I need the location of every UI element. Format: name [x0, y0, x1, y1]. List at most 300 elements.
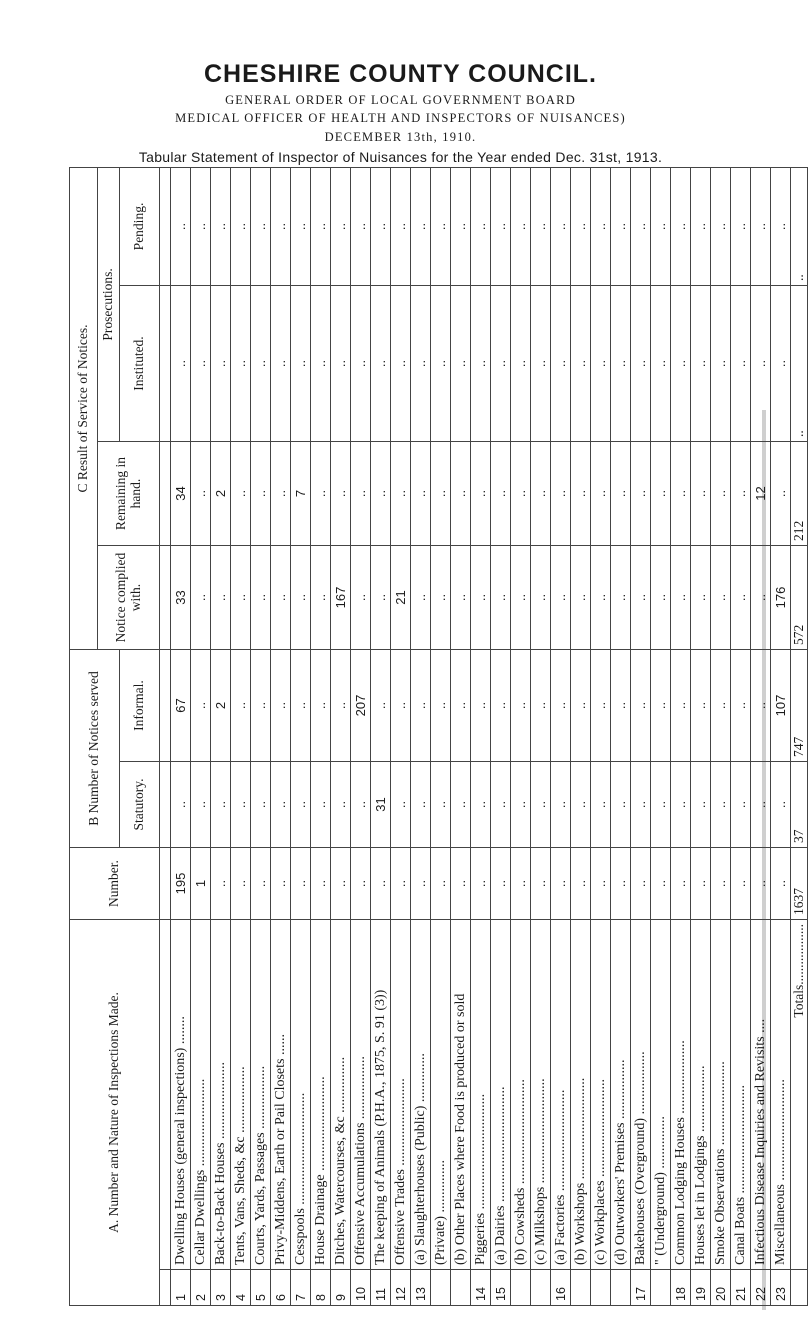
totals-number: 1637 — [791, 848, 808, 920]
table-row — [771, 167, 791, 1305]
row-count: .. — [491, 848, 511, 920]
table-row — [471, 167, 491, 1305]
row-statutory: .. — [251, 762, 271, 848]
row-count: .. — [651, 848, 671, 920]
table-row — [611, 167, 631, 1305]
row-informal: .. — [551, 650, 571, 762]
row-remaining: .. — [711, 442, 731, 546]
row-description: The keeping of Animals (P.H.A., 1875, S. 91 (3)) — [371, 920, 391, 1270]
row-count: .. — [371, 848, 391, 920]
row-statutory: .. — [511, 762, 531, 848]
row-description: " (Underground) ............... — [651, 920, 671, 1270]
row-instituted: .. — [771, 286, 791, 442]
row-remaining: .. — [571, 442, 591, 546]
row-number: 9 — [331, 1270, 351, 1306]
row-complied: .. — [591, 546, 611, 650]
row-pending: .. — [271, 167, 291, 285]
inspection-table — [69, 167, 808, 1306]
row-number — [571, 1270, 591, 1306]
row-remaining: .. — [771, 442, 791, 546]
row-statutory: .. — [471, 762, 491, 848]
subtitle-line-2: MEDICAL OFFICER OF HEALTH AND INSPECTORS OF NUISANCES) — [175, 111, 626, 125]
row-number — [611, 1270, 631, 1306]
row-instituted: .. — [491, 286, 511, 442]
row-complied: .. — [671, 546, 691, 650]
header-group-b: B Number of Notices served — [70, 650, 120, 848]
row-statutory: .. — [231, 762, 251, 848]
row-number: 15 — [491, 1270, 511, 1306]
row-remaining: .. — [311, 442, 331, 546]
row-instituted: .. — [431, 286, 451, 442]
row-pending: .. — [491, 167, 511, 285]
header-prosecutions: Prosecutions. — [98, 167, 120, 441]
row-statutory: .. — [591, 762, 611, 848]
row-count: .. — [211, 848, 231, 920]
row-informal: .. — [371, 650, 391, 762]
row-informal: .. — [691, 650, 711, 762]
row-statutory: .. — [631, 762, 651, 848]
row-instituted: .. — [211, 286, 231, 442]
rotated-table-container — [69, 168, 806, 1306]
row-complied: .. — [191, 546, 211, 650]
row-count: .. — [711, 848, 731, 920]
totals-complied: 572 — [791, 546, 808, 650]
row-informal: .. — [491, 650, 511, 762]
row-remaining: .. — [411, 442, 431, 546]
row-description: (b) Workshops ............................. — [571, 920, 591, 1270]
totals-instituted: .. — [791, 286, 808, 442]
row-complied: .. — [251, 546, 271, 650]
row-remaining: .. — [491, 442, 511, 546]
row-description: Cellar Dwellings ......................... — [191, 920, 211, 1270]
row-instituted: .. — [391, 286, 411, 442]
row-number: 11 — [371, 1270, 391, 1306]
row-pending: .. — [691, 167, 711, 285]
row-count: .. — [331, 848, 351, 920]
row-number: 8 — [311, 1270, 331, 1306]
table-row — [691, 167, 711, 1305]
row-remaining: 34 — [171, 442, 191, 546]
row-count: .. — [771, 848, 791, 920]
row-informal: .. — [331, 650, 351, 762]
row-remaining: .. — [351, 442, 371, 546]
row-pending: .. — [651, 167, 671, 285]
row-statutory: .. — [671, 762, 691, 848]
header-complied: Notice complied with. — [98, 546, 160, 650]
header-informal: Informal. — [120, 650, 160, 762]
row-pending: .. — [351, 167, 371, 285]
row-remaining: .. — [631, 442, 651, 546]
row-remaining: .. — [451, 442, 471, 546]
row-instituted: .. — [351, 286, 371, 442]
row-remaining: .. — [671, 442, 691, 546]
table-row — [271, 167, 291, 1305]
row-number: 13 — [411, 1270, 431, 1306]
row-number: 1 — [171, 1270, 191, 1306]
header-number: Number. — [70, 848, 160, 920]
row-complied: 21 — [391, 546, 411, 650]
row-count: .. — [291, 848, 311, 920]
row-informal: .. — [231, 650, 251, 762]
header-statutory: Statutory. — [120, 762, 160, 848]
row-informal: .. — [191, 650, 211, 762]
row-count: 195 — [171, 848, 191, 920]
row-count: .. — [731, 848, 751, 920]
row-informal: .. — [411, 650, 431, 762]
row-count: .. — [231, 848, 251, 920]
row-statutory: .. — [271, 762, 291, 848]
totals-num — [791, 1270, 808, 1306]
row-pending: .. — [231, 167, 251, 285]
row-description: (d) Outworkers' Premises ................. — [611, 920, 631, 1270]
row-count: .. — [411, 848, 431, 920]
row-statutory: .. — [351, 762, 371, 848]
row-description: Offensive Accumulations .................. — [351, 920, 371, 1270]
table-row — [631, 167, 651, 1305]
row-remaining: .. — [691, 442, 711, 546]
table-row — [731, 167, 751, 1305]
page-title: CHESHIRE COUNTY COUNCIL. — [203, 60, 597, 88]
table-row — [351, 167, 371, 1305]
row-instituted: .. — [551, 286, 571, 442]
row-remaining: .. — [391, 442, 411, 546]
row-statutory: .. — [751, 762, 771, 848]
row-number: 14 — [471, 1270, 491, 1306]
row-count: .. — [611, 848, 631, 920]
row-description: Houses let in Lodgings ................... — [691, 920, 711, 1270]
row-instituted: .. — [331, 286, 351, 442]
row-informal: .. — [471, 650, 491, 762]
row-count: .. — [511, 848, 531, 920]
row-number — [531, 1270, 551, 1306]
totals-row — [791, 167, 808, 1305]
row-instituted: .. — [691, 286, 711, 442]
subtitle-date: DECEMBER 13th, 1910. — [324, 130, 477, 144]
table-body — [160, 167, 791, 1305]
table-row — [591, 167, 611, 1305]
row-number — [451, 1270, 471, 1306]
row-instituted: .. — [411, 286, 431, 442]
row-description: (a) Slaughterhouses (Public) .............. — [411, 920, 431, 1270]
row-complied: .. — [351, 546, 371, 650]
row-complied: .. — [491, 546, 511, 650]
table-row — [171, 167, 191, 1305]
totals-informal: 747 — [791, 650, 808, 762]
row-informal: .. — [571, 650, 591, 762]
row-pending: .. — [311, 167, 331, 285]
row-count: .. — [591, 848, 611, 920]
row-complied: .. — [311, 546, 331, 650]
row-count: .. — [431, 848, 451, 920]
row-number: 16 — [551, 1270, 571, 1306]
row-count: .. — [751, 848, 771, 920]
row-complied: .. — [471, 546, 491, 650]
row-remaining: .. — [591, 442, 611, 546]
row-statutory: .. — [451, 762, 471, 848]
row-description: (a) Factories ............................. — [551, 920, 571, 1270]
row-complied: .. — [371, 546, 391, 650]
row-complied: 167 — [331, 546, 351, 650]
row-description: Piggeries ................................. — [471, 920, 491, 1270]
row-number: 7 — [291, 1270, 311, 1306]
row-pending: .. — [611, 167, 631, 285]
row-count: .. — [451, 848, 471, 920]
row-remaining: .. — [651, 442, 671, 546]
row-number: 18 — [671, 1270, 691, 1306]
header-pending: Pending. — [120, 167, 160, 285]
row-complied: 176 — [771, 546, 791, 650]
row-statutory: .. — [311, 762, 331, 848]
table-row — [211, 167, 231, 1305]
row-statutory: .. — [651, 762, 671, 848]
row-complied: .. — [511, 546, 531, 650]
row-remaining: .. — [531, 442, 551, 546]
table-row — [311, 167, 331, 1305]
row-instituted: .. — [311, 286, 331, 442]
totals-remaining: 212 — [791, 442, 808, 546]
row-pending: .. — [371, 167, 391, 285]
row-number — [591, 1270, 611, 1306]
row-number — [651, 1270, 671, 1306]
row-count: .. — [691, 848, 711, 920]
row-pending: .. — [711, 167, 731, 285]
row-description: (b) Cowsheds .............................. — [511, 920, 531, 1270]
row-description: Back-to-Back Houses ...................... — [211, 920, 231, 1270]
row-complied: .. — [271, 546, 291, 650]
row-informal: 2 — [211, 650, 231, 762]
row-informal: .. — [651, 650, 671, 762]
row-complied: .. — [211, 546, 231, 650]
row-instituted: .. — [251, 286, 271, 442]
row-informal: 207 — [351, 650, 371, 762]
row-informal: .. — [611, 650, 631, 762]
row-number: 2 — [191, 1270, 211, 1306]
row-statutory: .. — [691, 762, 711, 848]
row-description: (c) Milkshops .............................. — [531, 920, 551, 1270]
row-statutory: .. — [331, 762, 351, 848]
row-number: 6 — [271, 1270, 291, 1306]
row-description: Bakehouses (Overground) .................. — [631, 920, 651, 1270]
row-statutory: .. — [611, 762, 631, 848]
row-count: .. — [571, 848, 591, 920]
totals-pending: .. — [791, 167, 808, 285]
row-statutory: .. — [491, 762, 511, 848]
row-pending: .. — [591, 167, 611, 285]
row-description: Offensive Trades ......................... — [391, 920, 411, 1270]
row-count: .. — [471, 848, 491, 920]
table-row — [391, 167, 411, 1305]
row-number: 21 — [731, 1270, 751, 1306]
row-instituted: .. — [711, 286, 731, 442]
row-instituted: .. — [471, 286, 491, 442]
row-instituted: .. — [531, 286, 551, 442]
row-instituted: .. — [511, 286, 531, 442]
row-remaining: .. — [551, 442, 571, 546]
row-statutory: .. — [411, 762, 431, 848]
row-count: .. — [271, 848, 291, 920]
row-remaining: .. — [271, 442, 291, 546]
row-complied: .. — [711, 546, 731, 650]
table-row — [671, 167, 691, 1305]
row-complied: .. — [611, 546, 631, 650]
row-description: Miscellaneous ............................. — [771, 920, 791, 1270]
row-remaining: 7 — [291, 442, 311, 546]
row-description: House Drainage ........................... — [311, 920, 331, 1270]
row-informal: .. — [311, 650, 331, 762]
row-complied: .. — [291, 546, 311, 650]
table-row — [371, 167, 391, 1305]
row-informal: .. — [511, 650, 531, 762]
row-statutory: .. — [191, 762, 211, 848]
row-informal: .. — [291, 650, 311, 762]
row-pending: .. — [211, 167, 231, 285]
row-instituted: .. — [651, 286, 671, 442]
row-count: .. — [631, 848, 651, 920]
row-pending: .. — [391, 167, 411, 285]
row-informal: 67 — [171, 650, 191, 762]
row-number: 17 — [631, 1270, 651, 1306]
row-informal: .. — [451, 650, 471, 762]
header-group-a: A. Number and Nature of Inspections Made. — [70, 920, 160, 1306]
row-pending: .. — [551, 167, 571, 285]
row-complied: .. — [691, 546, 711, 650]
row-description: Ditches, Watercourses, &c ................ — [331, 920, 351, 1270]
row-complied: .. — [651, 546, 671, 650]
row-complied: .. — [631, 546, 651, 650]
row-informal: 107 — [771, 650, 791, 762]
row-description: Tents, Vans, Sheds, &c ................... — [231, 920, 251, 1270]
row-remaining: .. — [371, 442, 391, 546]
row-complied: .. — [551, 546, 571, 650]
row-remaining: .. — [511, 442, 531, 546]
row-complied: .. — [451, 546, 471, 650]
table-row — [491, 167, 511, 1305]
row-number — [511, 1270, 531, 1306]
row-pending: .. — [531, 167, 551, 285]
row-statutory: .. — [771, 762, 791, 848]
table-row — [571, 167, 591, 1305]
table-row — [331, 167, 351, 1305]
row-complied: .. — [531, 546, 551, 650]
row-complied: 33 — [171, 546, 191, 650]
row-instituted: .. — [591, 286, 611, 442]
table-row — [711, 167, 731, 1305]
row-pending: .. — [571, 167, 591, 285]
row-informal: .. — [631, 650, 651, 762]
row-description: (c) Workplaces ............................ — [591, 920, 611, 1270]
row-number: 5 — [251, 1270, 271, 1306]
row-statutory: .. — [711, 762, 731, 848]
row-instituted: .. — [571, 286, 591, 442]
row-complied: .. — [571, 546, 591, 650]
row-count: .. — [311, 848, 331, 920]
row-complied: .. — [731, 546, 751, 650]
table-row — [411, 167, 431, 1305]
row-count: .. — [671, 848, 691, 920]
row-pending: .. — [631, 167, 651, 285]
row-count: .. — [391, 848, 411, 920]
row-statutory: .. — [391, 762, 411, 848]
row-statutory: .. — [731, 762, 751, 848]
row-statutory: .. — [551, 762, 571, 848]
row-remaining: .. — [231, 442, 251, 546]
row-remaining: .. — [191, 442, 211, 546]
row-statutory: .. — [571, 762, 591, 848]
row-description: Canal Boats ............................... — [731, 920, 751, 1270]
row-count: .. — [531, 848, 551, 920]
table-row — [231, 167, 251, 1305]
row-count: .. — [551, 848, 571, 920]
subtitle-line-1: GENERAL ORDER OF LOCAL GOVERNMENT BOARD — [225, 93, 576, 107]
row-description: Cesspools ................................ — [291, 920, 311, 1270]
row-instituted: .. — [751, 286, 771, 442]
row-number — [431, 1270, 451, 1306]
row-informal: .. — [671, 650, 691, 762]
row-description: Infectious Disease Inquiries and Revisits .... — [751, 920, 771, 1270]
row-pending: .. — [451, 167, 471, 285]
row-pending: .. — [731, 167, 751, 285]
header-instituted: Instituted. — [120, 286, 160, 442]
row-description: Privy-Middens, Earth or Pail Closets ...... — [271, 920, 291, 1270]
row-instituted: .. — [231, 286, 251, 442]
row-instituted: .. — [171, 286, 191, 442]
row-count: .. — [351, 848, 371, 920]
row-pending: .. — [191, 167, 211, 285]
row-number: 19 — [691, 1270, 711, 1306]
row-instituted: .. — [191, 286, 211, 442]
row-informal: .. — [531, 650, 551, 762]
row-remaining: .. — [471, 442, 491, 546]
row-informal: .. — [391, 650, 411, 762]
row-number: 12 — [391, 1270, 411, 1306]
row-complied: .. — [231, 546, 251, 650]
row-pending: .. — [331, 167, 351, 285]
row-description: (b) Other Places where Food is produced or sold — [451, 920, 471, 1270]
row-pending: .. — [291, 167, 311, 285]
row-statutory: .. — [431, 762, 451, 848]
row-informal: .. — [431, 650, 451, 762]
row-number: 20 — [711, 1270, 731, 1306]
row-statutory: .. — [531, 762, 551, 848]
row-complied: .. — [431, 546, 451, 650]
row-description: Dwelling Houses (general inspections) ........ — [171, 920, 191, 1270]
totals-label: Totals.................. — [791, 920, 808, 1270]
row-remaining: .. — [611, 442, 631, 546]
row-remaining: 12 — [751, 442, 771, 546]
header-remaining: Remaining in hand. — [98, 442, 160, 546]
row-count: .. — [251, 848, 271, 920]
table-row — [551, 167, 571, 1305]
row-description: Courts, Yards, Passages .................. — [251, 920, 271, 1270]
row-statutory: .. — [211, 762, 231, 848]
table-row — [511, 167, 531, 1305]
row-pending: .. — [511, 167, 531, 285]
row-statutory: .. — [171, 762, 191, 848]
totals-statutory: 37 — [791, 762, 808, 848]
row-description: Common Lodging Houses ..................... — [671, 920, 691, 1270]
row-complied: .. — [411, 546, 431, 650]
row-number: 3 — [211, 1270, 231, 1306]
row-pending: .. — [411, 167, 431, 285]
row-remaining: .. — [251, 442, 271, 546]
header-group-c: C Result of Service of Notices. — [70, 167, 98, 649]
row-pending: .. — [751, 167, 771, 285]
table-caption: Tabular Statement of Inspector of Nuisances for the Year ended Dec. 31st, 1913. — [138, 149, 663, 165]
row-pending: .. — [251, 167, 271, 285]
row-pending: .. — [771, 167, 791, 285]
row-statutory: .. — [291, 762, 311, 848]
table-row — [191, 167, 211, 1305]
